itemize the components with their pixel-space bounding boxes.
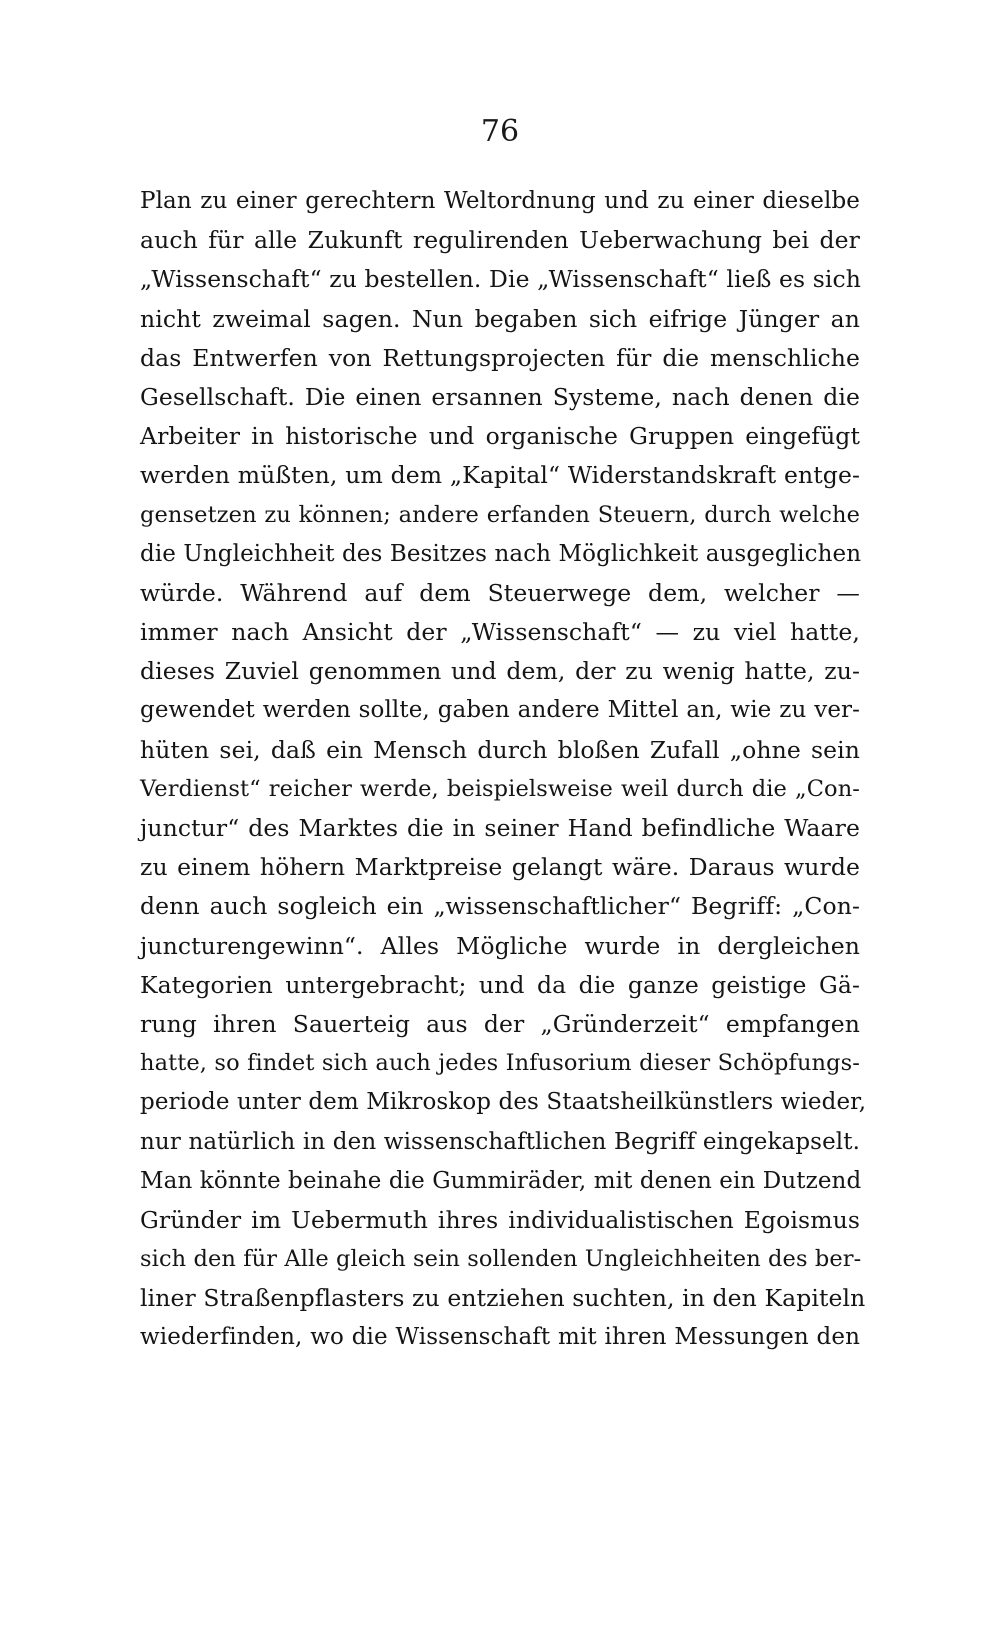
text-line: nicht zweimal sagen. Nun begaben sich eifrige Jünger an xyxy=(140,304,860,333)
text-line: würde. Während auf dem Steuerwege dem, welcher — xyxy=(140,578,860,607)
text-line: hatte, so findet sich auch jedes Infusorium dieser Schöpfungs- xyxy=(140,1050,860,1077)
text-line: Kategorien untergebracht; und da die ganze geistige Gä- xyxy=(140,970,860,999)
text-line: Man könnte beinahe die Gummiräder, mit denen ein Dutzend xyxy=(140,1167,862,1194)
text-line: Gesellschaft. Die einen ersannen Systeme, nach denen die xyxy=(140,382,860,411)
text-line: liner Straßenpflasters zu entziehen suchten, in den Kapiteln xyxy=(140,1284,866,1313)
text-line: junctur“ des Marktes die in seiner Hand befindliche Waare xyxy=(140,814,860,842)
page-number: 76 xyxy=(480,114,520,149)
text-line: Verdienst“ reicher werde, beispielsweise weil durch die „Con- xyxy=(140,775,860,802)
text-line: dieses Zuviel genommen und dem, der zu wenig hatte, zu- xyxy=(140,657,860,686)
text-line: zu einem höhern Marktpreise gelangt wäre. Daraus wurde xyxy=(140,853,860,882)
text-line: nur natürlich in den wissenschaftlichen Begriff eingekapselt. xyxy=(140,1128,860,1155)
text-line: auch für alle Zukunft regulirenden Ueberwachung bei der xyxy=(140,226,860,255)
text-line: sich den für Alle gleich sein sollenden Ungleichheiten des ber- xyxy=(140,1246,862,1273)
text-line: periode unter dem Mikroskop des Staatsheilkünstlers wieder, xyxy=(140,1089,867,1116)
text-line: Plan zu einer gerechtern Weltordnung und zu einer dieselbe xyxy=(140,188,860,214)
text-line: rung ihren Sauerteig aus der „Gründerzeit“ empfangen xyxy=(140,1009,860,1038)
text-line: Arbeiter in historische und organische Gruppen eingefügt xyxy=(140,422,860,451)
text-line: Gründer im Uebermuth ihres individualistischen Egoismus xyxy=(140,1205,860,1234)
text-line: juncturengewinn“. Alles Mögliche wurde in dergleichen xyxy=(140,931,860,960)
text-line: „Wissenschaft“ zu bestellen. Die „Wissenschaft“ ließ es sich xyxy=(140,265,862,294)
text-line: werden müßten, um dem „Kapital“ Widerstandskraft entge- xyxy=(140,461,860,490)
text-line: immer nach Ansicht der „Wissenschaft“ — zu viel hatte, xyxy=(140,618,860,647)
text-line: gewendet werden sollte, gaben andere Mittel an, wie zu ver- xyxy=(140,697,860,724)
text-line: wiederfinden, wo die Wissenschaft mit ihren Messungen den xyxy=(140,1324,860,1351)
text-line: die Ungleichheit des Besitzes nach Möglichkeit ausgeglichen xyxy=(140,540,862,567)
text-line: denn auch sogleich ein „wissenschaftlicher“ Begriff: „Con- xyxy=(140,892,860,921)
text-line: das Entwerfen von Rettungsprojecten für die menschliche xyxy=(140,343,860,372)
body-text xyxy=(140,182,867,1358)
text-line: hüten sei, daß ein Mensch durch bloßen Zufall „ohne sein xyxy=(140,735,860,764)
text-line: gensetzen zu können; andere erfanden Steuern, durch welche xyxy=(140,501,860,528)
